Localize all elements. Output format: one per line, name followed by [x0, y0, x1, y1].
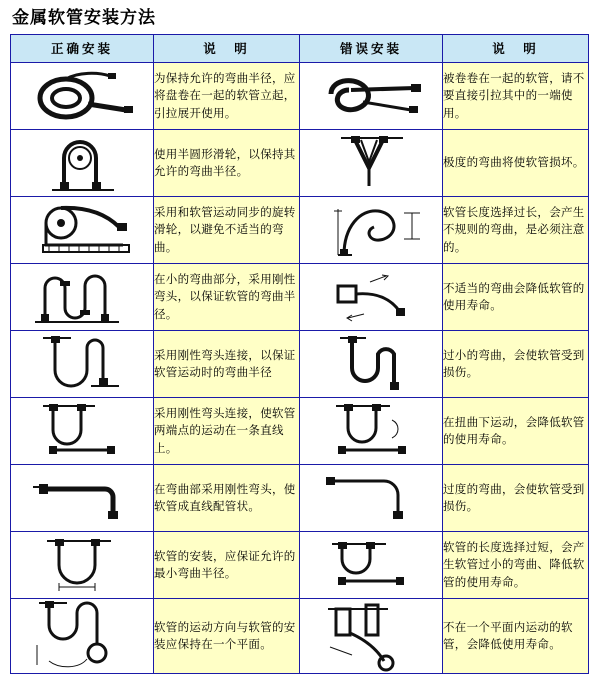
sharp-bend-v-figure: [300, 134, 442, 192]
rigid-bend-small-radius-figure: [11, 268, 153, 326]
over-bend-elbow-figure: [300, 473, 442, 523]
description-correct: 在弯曲部采用刚性弯头，使软管成直线配管状。: [154, 465, 300, 532]
rigid-elbow-u-figure: [11, 334, 153, 394]
semicircular-sheave-figure: [11, 134, 153, 192]
description-correct: 采用刚性弯头连接，以保证软管运动时的弯曲半径: [154, 331, 300, 398]
figure-cell-correct: [11, 331, 154, 398]
coiled-hose-pulled-figure: [300, 68, 442, 124]
description-correct: 软管的安装，应保证允许的最小弯曲半径。: [154, 532, 300, 599]
table-row: [11, 331, 589, 398]
too-small-bend-figure: [300, 334, 442, 394]
table-row: [11, 197, 589, 264]
description-wrong: 软管的长度选择过短，会产生软管过小的弯曲、降低软管的使用寿命。: [443, 532, 589, 599]
loose-loop-hose-figure: [300, 201, 442, 259]
table-row: [11, 599, 589, 674]
rigid-elbow-straight-line-figure: [11, 402, 153, 460]
figure-cell-correct: [11, 197, 154, 264]
description-wrong: 被卷卷在一起的软管，请不要直接引拉其中的一端使用。: [443, 63, 589, 130]
twisted-u-motion-figure: [300, 402, 442, 460]
figure-cell-correct: [11, 465, 154, 532]
rotating-sheave-sync-figure: [11, 201, 153, 259]
description-correct: 软管的运动方向与软管的安装应保持在一个平面。: [154, 599, 300, 674]
description-correct: 采用和软管运动同步的旋转滑轮，以避免不适当的弯曲。: [154, 197, 300, 264]
description-wrong: 不在一个平面内运动的软管，会降低使用寿命。: [443, 599, 589, 674]
description-wrong: 软管长度选择过长，会产生不规则的弯曲，是必须注意的。: [443, 197, 589, 264]
description-wrong: 不适当的弯曲会降低软管的使用寿命。: [443, 264, 589, 331]
page-title: 金属软管安装方法: [12, 8, 156, 28]
figure-cell-correct: [11, 63, 154, 130]
figure-cell-wrong: [300, 264, 443, 331]
description-correct: 在小的弯曲部分，采用刚性弯头，以保证软管的弯曲半径。: [154, 264, 300, 331]
figure-cell-wrong: [300, 599, 443, 674]
table-row: [11, 532, 589, 599]
table-header-row: [11, 35, 589, 63]
figure-cell-wrong: [300, 197, 443, 264]
table-row: [11, 130, 589, 197]
min-bend-radius-u-figure: [11, 537, 153, 593]
figure-cell-correct: [11, 130, 154, 197]
figure-cell-wrong: [300, 63, 443, 130]
figure-cell-correct: [11, 532, 154, 599]
description-wrong: 极度的弯曲将使软管损坏。: [443, 130, 589, 197]
table-row: [11, 63, 589, 130]
description-correct: 使用半圆形滑轮，以保持其允许的弯曲半径。: [154, 130, 300, 197]
figure-cell-correct: [11, 264, 154, 331]
figure-cell-correct: [11, 398, 154, 465]
out-of-plane-motion-figure: [300, 599, 442, 673]
figure-cell-wrong: [300, 532, 443, 599]
improper-bend-fitting-figure: [300, 268, 442, 326]
description-correct: 采用刚性弯头连接，使软管两端点的运动在一条直线上。: [154, 398, 300, 465]
straight-pipe-elbow-figure: [11, 473, 153, 523]
figure-cell-wrong: [300, 398, 443, 465]
coiled-hose-standing-figure: [11, 68, 153, 124]
description-correct: 为保持允许的弯曲半径，应将盘卷在一起的软管立起，引拉展开使用。: [154, 63, 300, 130]
table-row: [11, 264, 589, 331]
description-wrong: 过度的弯曲，会使软管受到损伤。: [443, 465, 589, 532]
description-wrong: 过小的弯曲，会使软管受到损伤。: [443, 331, 589, 398]
same-plane-motion-figure: [11, 599, 153, 673]
header-correct-install: 正确安装: [11, 35, 154, 63]
description-wrong: 在扭曲下运动，会降低软管的使用寿命。: [443, 398, 589, 465]
table-row: [11, 465, 589, 532]
hose-installation-table: [10, 34, 589, 674]
header-description-1: 说 明: [154, 35, 300, 63]
figure-cell-wrong: [300, 465, 443, 532]
header-wrong-install: 错误安装: [300, 35, 443, 63]
figure-cell-correct: [11, 599, 154, 674]
too-long-hose-figure: [300, 537, 442, 593]
table-row: [11, 398, 589, 465]
figure-cell-wrong: [300, 130, 443, 197]
header-description-2: 说 明: [443, 35, 589, 63]
figure-cell-wrong: [300, 331, 443, 398]
